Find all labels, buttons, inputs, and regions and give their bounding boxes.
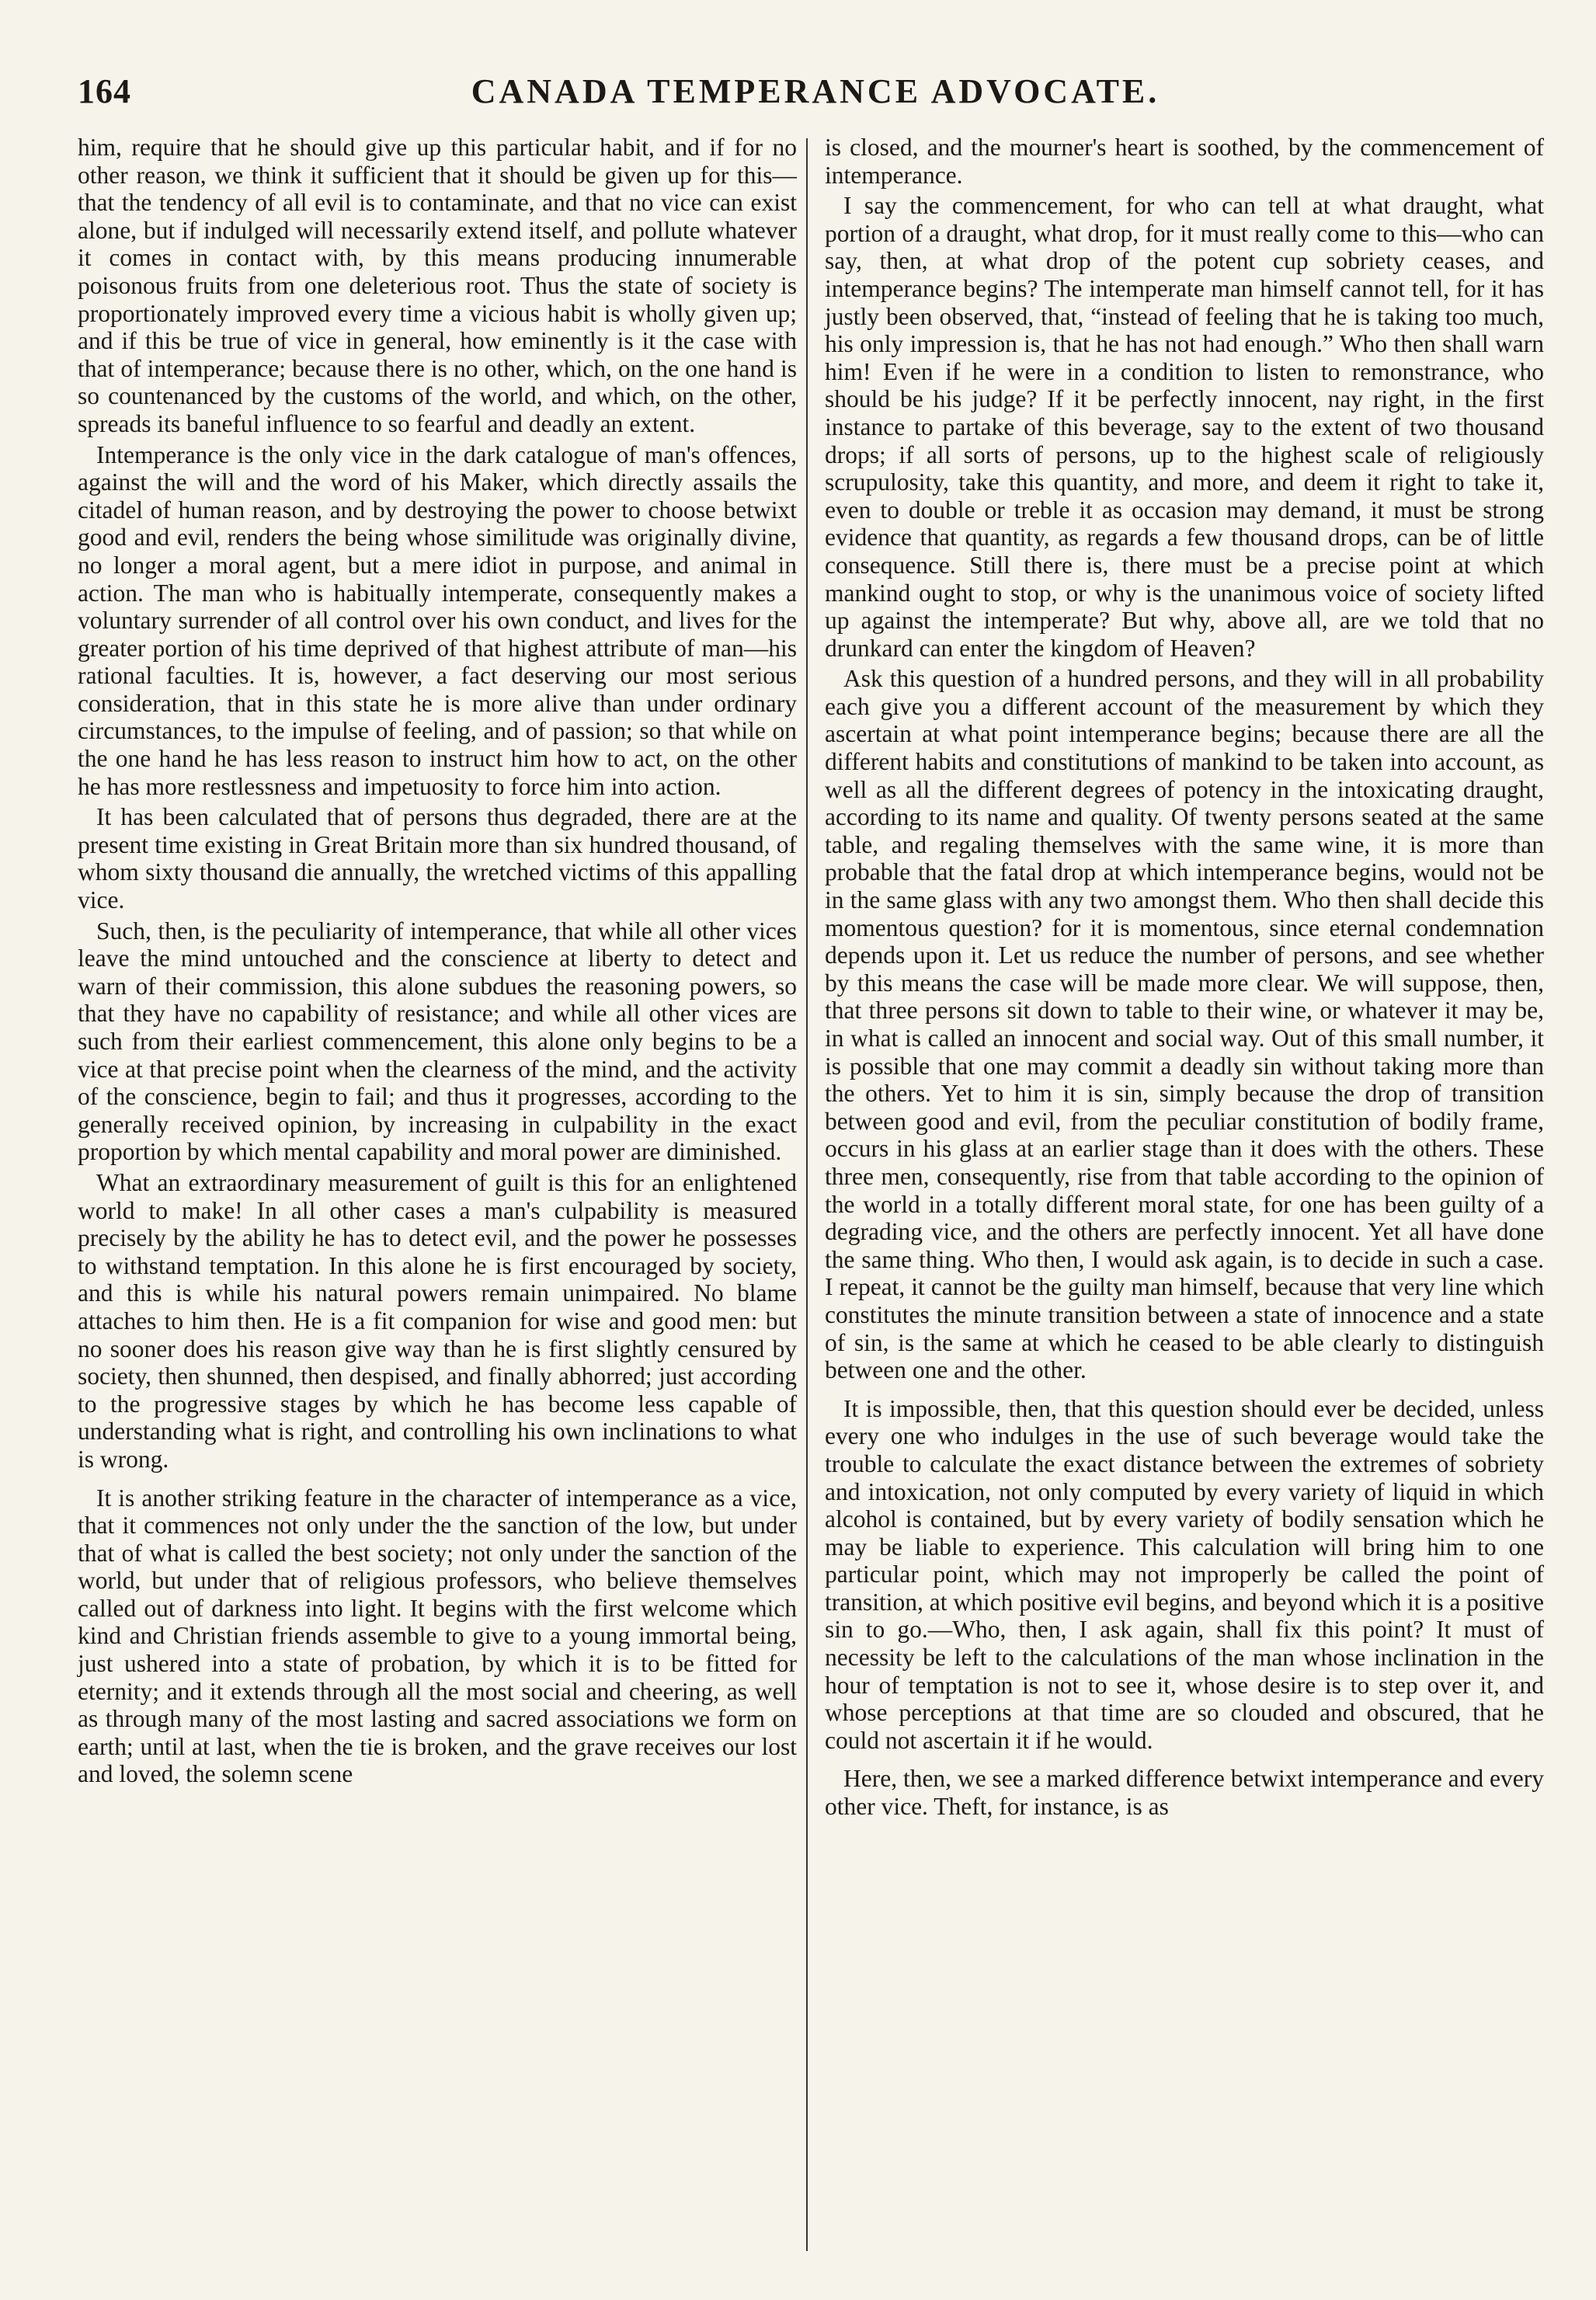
paragraph: Here, then, we see a marked difference betwixt intemperance and every other vice. Theft, for instance, is as xyxy=(825,1765,1544,1821)
paragraph: It has been calculated that of persons thus degraded, there are at the present time existing in Great Britain more than six hundred thousand, of whom sixty thousand die annually, the wretched victims of this appalling vice. xyxy=(78,803,797,914)
paragraph: is closed, and the mourner's heart is soothed, by the commencement of intemperance. xyxy=(825,134,1544,189)
running-head: CANADA TEMPERANCE ADVOCATE. xyxy=(471,72,1160,110)
paragraph: him, require that he should give up this particular habit, and if for no other reason, we think it sufficient that it should be given up for this—that the tendency of all evil is to contaminate, and that no vice can exist alone, but if indulged will necessarily extend itself, and pollute whatever it comes in contact with, by this means producing innumerable poisonous fruits from one deleterious root. Thus the state of society is proportionately improved every time a vicious habit is wholly given up; and if this be true of vice in general, how eminently is it the case with that of intemperance; because there is no other, which, on the one hand is so countenanced by the customs of the world, and which, on the other, spreads its baneful influence to so fearful and deadly an extent. xyxy=(78,134,797,437)
paragraph: Such, then, is the peculiarity of intemperance, that while all other vices leave the mind untouched and the conscience at liberty to detect and warn of their commission, this alone subdues the reasoning powers, so that they have no capability of resistance; and while all other vices are such from their earliest commencement, this alone only begins to be a vice at that precise point when the clearness of the mind, and the activity of the conscience, begin to fail; and thus it progresses, according to the generally received opinion, by increasing in culpability in the exact proportion by which mental capability and moral power are diminished. xyxy=(78,917,797,1166)
page-header xyxy=(78,71,1553,126)
paragraph: What an extraordinary measurement of guilt is this for an enlightened world to make! In all other cases a man's culpability is measured precisely by the ability he has to detect evil, and the power he possesses to withstand temptation. In this alone he is first encouraged by society, and this is while his natural powers remain unimpaired. No blame attaches to him then. He is a fit companion for wise and good men: but no sooner does his reason give way than he is first slightly censured by society, then shunned, then despised, and finally abhorred; just according to the progressive stages by which he has become less capable of understanding what is right, and controlling his own inclinations to what is wrong. xyxy=(78,1168,797,1473)
left-column xyxy=(78,134,797,1791)
page-number: 164 xyxy=(78,72,131,110)
paragraph: Ask this question of a hundred persons, and they will in all probability each give you a different account of the measurement by which they ascertain at what point intemperance begins; because there are all the different habits and constitutions of mankind to be taken into account, as well as all the different degrees of potency in the intoxicating draught, according to its name and quality. Of twenty persons seated at the same table, and regaling themselves with the same wine, it is more than probable that the fatal drop at which intemperance begins, would not be in the same glass with any two amongst them. Who then shall decide this momentous question? for it is momentous, since eternal condemnation depends upon it. Let us reduce the number of persons, and see whether by this means the case will be made more clear. We will suppose, then, that three persons sit down to table to their wine, or whatever it may be, in what is called an innocent and social way. Out of this small number, it is possible that one may commit a deadly sin without taking more than the others. Yet to him it is sin, simply because the drop of transition between good and evil, from the peculiar constitution of bodily frame, occurs in his glass at an earlier stage than it does with the others. These three men, consequently, rise from that table according to the opinion of the world in a totally different moral state, for one has been guilty of a degrading vice, and the others are perfectly innocent. Yet all have done the same thing. Who then, I would ask again, is to decide in such a case. I repeat, it cannot be the guilty man himself, because that very line which constitutes the minute transition between a state of innocence and a state of sin, is the same at which he ceased to be able clearly to distinguish between one and the other. xyxy=(825,665,1544,1384)
right-column xyxy=(825,134,1544,1824)
paragraph: I say the commencement, for who can tell at what draught, what portion of a draught, what drop, for it must really come to this—who can say, then, at what drop of the potent cup sobriety ceases, and intemperance begins? The intemperate man himself cannot tell, for it has justly been observed, that, “instead of feeling that he is taking too much, his only impression is, that he has not had enough.” Who then shall warn him! Even if he were in a condition to listen to remonstrance, who should be his judge? If it be perfectly innocent, nay right, in the first instance to partake of this beverage, say to the extent of two thousand drops; if all sorts of persons, up to the highest scale of religiously scrupulosity, take this quantity, and more, and deem it right to take it, even to double or treble it as occasion may demand, it must be strong evidence that quantity, as regards a few thousand drops, can be of little consequence. Still there is, there must be a precise point at which mankind ought to stop, or why is the unanimous voice of society lifted up against the intemperate? But why, above all, are we told that no drunkard can enter the kingdom of Heaven? xyxy=(825,192,1544,662)
column-rule xyxy=(806,138,808,2251)
paragraph: It is another striking feature in the character of intemperance as a vice, that it commences not only under the the sanction of the low, but under that of what is called the best society; not only under the sanction of the world, but under that of religious professors, who believe themselves called out of darkness into light. It begins with the first welcome which kind and Christian friends assemble to give to a young immortal being, just ushered into a state of probation, by which it is to be fitted for eternity; and it extends through all the most social and cheering, as well as through many of the most lasting and sacred associations we form on earth; until at last, when the tie is broken, and the grave receives our lost and loved, the solemn scene xyxy=(78,1484,797,1788)
paragraph: It is impossible, then, that this question should ever be decided, unless every one who indulges in the use of such beverage would take the trouble to calculate the exact distance between the extremes of sobriety and intoxication, not only computed by every variety of liquid in which alcohol is contained, but by every variety of bodily sensation which he may be liable to experience. This calculation will bring him to one particular point, which may not improperly be called the point of transition, at which positive evil begins, and beyond which it is a positive sin to go.—Who, then, I ask again, shall fix this point? It must of necessity be left to the calculations of the man whose inclination in the hour of temptation is not to see it, whose desire is to step over it, and whose perceptions at that time are so clouded and obscured, that he could not ascertain it if he would. xyxy=(825,1394,1544,1754)
paragraph: Intemperance is the only vice in the dark catalogue of man's offences, against the will and the word of his Maker, which directly assails the citadel of human reason, and by destroying the power to choose betwixt good and evil, renders the being whose similitude was originally divine, no longer a moral agent, but a mere idiot in purpose, and animal in action. The man who is habitually intemperate, consequently makes a voluntary surrender of all control over his own conduct, and lives for the greater portion of his time deprived of that highest attribute of man—his rational faculties. It is, however, a fact deserving our most serious consideration, that in this state he is more alive than under ordinary circumstances, to the impulse of feeling, and of passion; so that while on the one hand he has less reason to instruct him how to act, on the other he has more restlessness and impetuosity to force him into action. xyxy=(78,440,797,800)
